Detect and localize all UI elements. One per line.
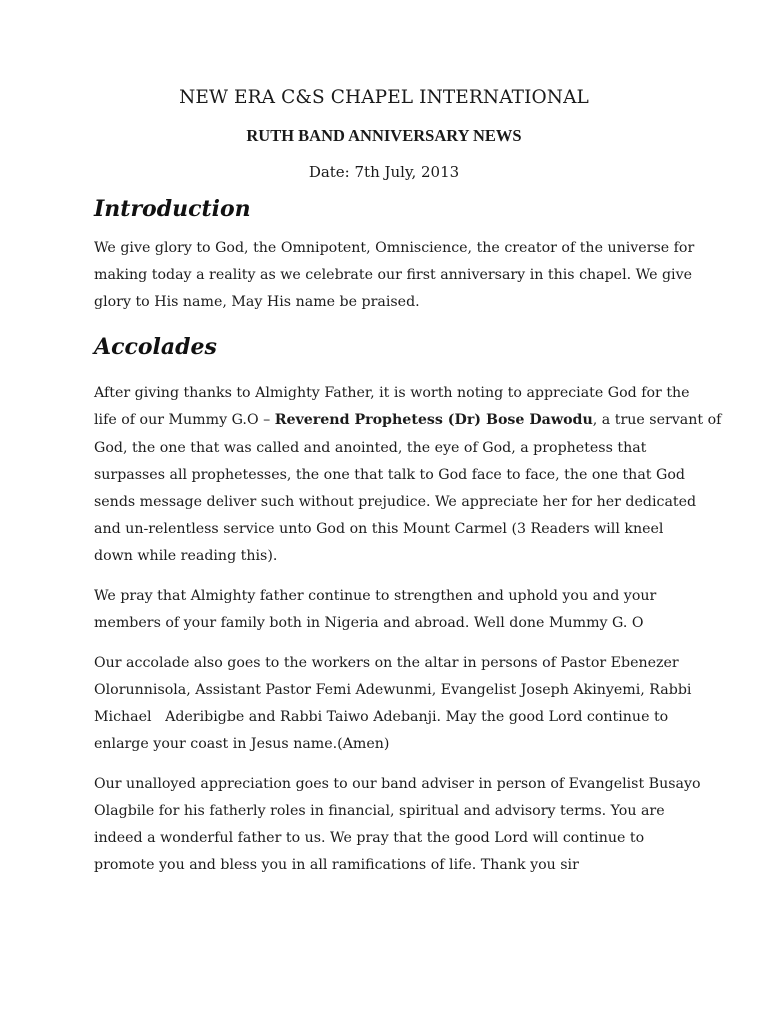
accolades-heading: Accolades [94,334,217,360]
intro-line: We give glory to God, the Omnipotent, Omniscience, the creator of the universe for [94,240,695,256]
accolades-p3-line: Our accolade also goes to the workers on the altar in persons of Pastor Ebenezer [94,655,679,671]
accolades-p1-line: God, the one that was called and anointed, the eye of God, a prophetess that [94,440,647,456]
accolades-p1-line: down while reading this). [94,548,278,564]
accolades-p1-line [94,412,721,428]
accolades-p2-line: We pray that Almighty father continue to strengthen and uphold you and your [94,588,657,604]
document-title: NEW ERA C&S CHAPEL INTERNATIONAL [179,87,589,108]
accolades-p1-line: After giving thanks to Almighty Father, it is worth noting to appreciate God for the [94,385,690,401]
accolades-p4-line: Our unalloyed appreciation goes to our band adviser in person of Evangelist Busayo [94,776,701,792]
line-text: life of our Mummy G.O – [94,412,275,428]
accolades-p3-line: enlarge your coast in Jesus name.(Amen) [94,736,390,752]
intro-line: glory to His name, May His name be praised. [94,294,420,310]
document-subtitle: RUTH BAND ANNIVERSARY NEWS [246,126,522,145]
accolades-p1-line: and un-relentless service unto God on this Mount Carmel (3 Readers will kneel [94,521,664,537]
intro-line: making today a reality as we celebrate our first anniversary in this chapel. We give [94,267,693,283]
accolades-p4-line: promote you and bless you in all ramifications of life. Thank you sir [94,857,579,873]
document-date: Date: 7th July, 2013 [308,163,460,181]
line-text: , a true servant of [592,412,722,428]
reverend-name: Reverend Prophetess (Dr) Bose Dawodu [274,412,593,428]
accolades-p3-line: Michael Aderibigbe and Rabbi Taiwo Adebanji. May the good Lord continue to [94,709,669,725]
accolades-p4-line: indeed a wonderful father to us. We pray that the good Lord will continue to [94,830,645,846]
accolades-p3-line: Olorunnisola, Assistant Pastor Femi Adewunmi, Evangelist Joseph Akinyemi, Rabbi [94,682,692,698]
accolades-p1-line: sends message deliver such without prejudice. We appreciate her for her dedicated [94,494,697,510]
accolades-p4-line: Olagbile for his fatherly roles in financial, spiritual and advisory terms. You are [94,803,665,819]
introduction-heading: Introduction [94,196,251,222]
accolades-p1-line: surpasses all prophetesses, the one that talk to God face to face, the one that God [94,467,685,483]
accolades-p2-line: members of your family both in Nigeria and abroad. Well done Mummy G. O [94,615,644,631]
